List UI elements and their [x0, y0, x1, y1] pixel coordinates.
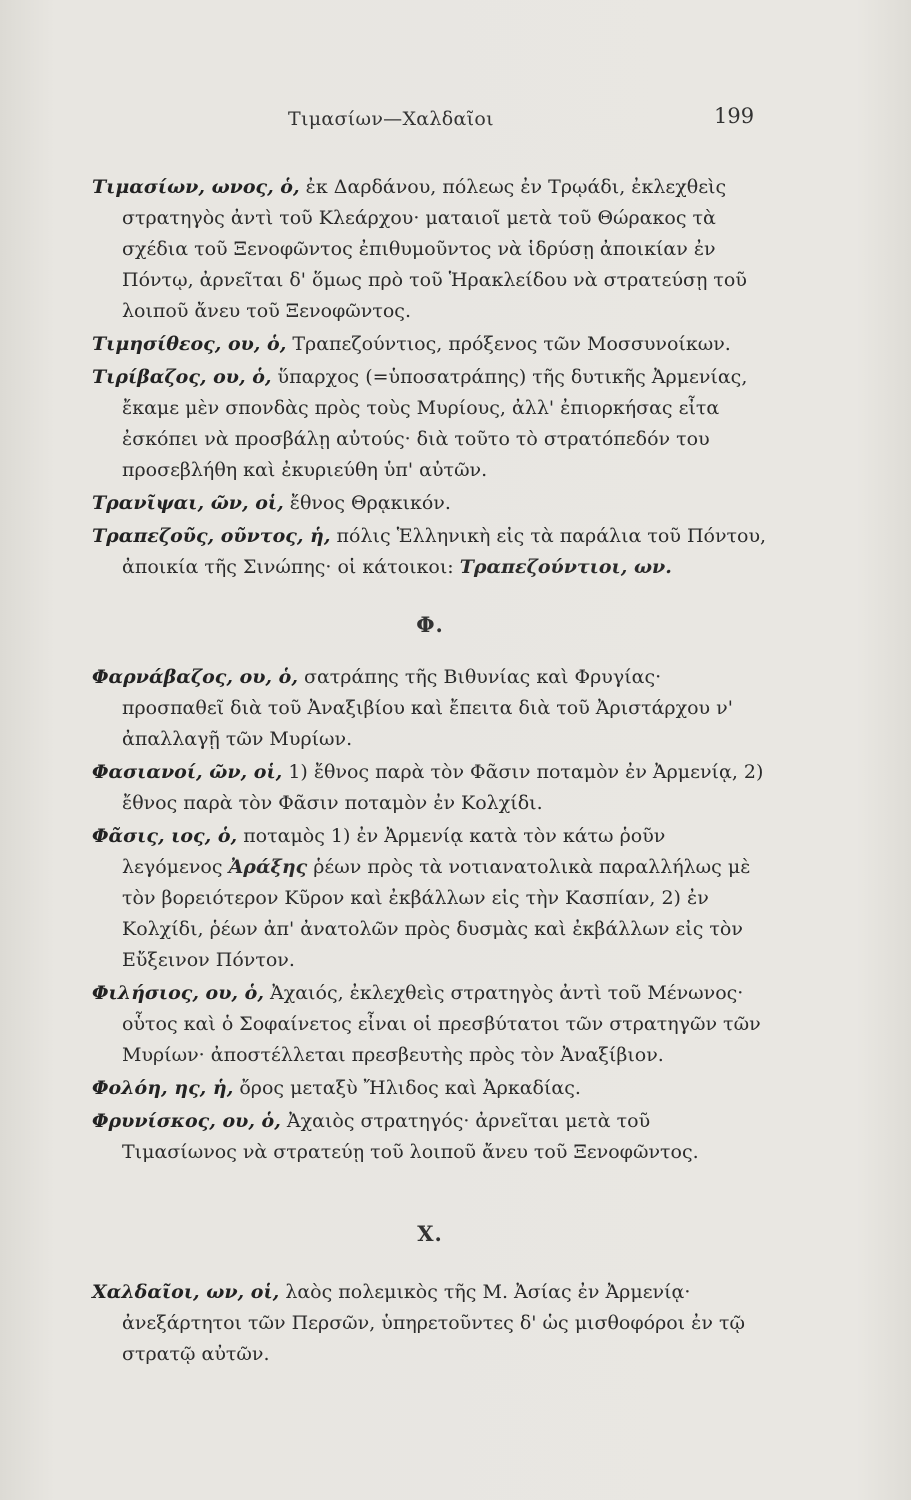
- entry-pholoe: [92, 1073, 768, 1104]
- definition: Τραπεζούντιος, πρόξενος τῶν Μοσσυνοίκων.: [292, 333, 731, 355]
- definition: Ἀχαιὸς στρατηγός· ἀρνεῖται μετὰ τοῦ Τιμασίωνος νὰ στρατεύῃ τοῦ λοιποῦ ἄνευ τοῦ Ξενοφῶντος.: [122, 1110, 699, 1163]
- section-letter-chi: Χ.: [417, 1221, 443, 1246]
- entry-tranipsai: [92, 488, 768, 519]
- page-header: [0, 104, 911, 138]
- glossary-content: [92, 172, 768, 1372]
- inline-term: Ἀράξης: [228, 856, 308, 878]
- entry-phasianoi: [92, 757, 768, 819]
- entry-phasis: [92, 821, 768, 976]
- headword: Φασιανοί, ῶν, οἱ,: [92, 761, 283, 783]
- entry-phryniskos: [92, 1106, 768, 1168]
- headword: Χαλδαῖοι, ων, οἱ,: [92, 1281, 280, 1303]
- definition: ὕπαρχος (=ὑποσατράπης) τῆς δυτικῆς Ἀρμενίας, ἔκαμε μὲν σπονδὰς πρὸς τοὺς Μυρίους, ἀλλ' ἐπιορκήσας εἶτα ἐσκόπει νὰ προσβάλῃ αὐτούς· διὰ τοῦτο τὸ στρατόπεδόν του προσεβλήθη καὶ ἐκυριεύθη ὑπ' αὐτῶν.: [122, 366, 748, 481]
- headword: Φιλήσιος, ου, ὁ,: [92, 982, 264, 1004]
- headword: Φαρνάβαζος, ου, ὁ,: [92, 666, 298, 688]
- page-number: 199: [714, 104, 755, 128]
- headword: Τιμασίων, ωνος, ὁ,: [92, 176, 300, 198]
- running-head: Τιμασίων—Χαλδαῖοι: [288, 108, 494, 130]
- headword: Τρανῖψαι, ῶν, οἱ,: [92, 492, 284, 514]
- definition: ἔθνος Θρᾳκικόν.: [289, 492, 451, 514]
- headword: Τιμησίθεος, ου, ὁ,: [92, 333, 287, 355]
- definition: πόλις Ἑλληνικὴ εἰς τὰ παράλια τοῦ Πόντου, ἀποικία τῆς Σινώπης· οἱ κάτοικοι:: [122, 525, 767, 578]
- entry-trapezous: [92, 521, 768, 583]
- derived-term: Τραπεζούντιοι, ων.: [459, 556, 672, 578]
- entry-philesios: [92, 978, 768, 1071]
- entry-pharnabazos: [92, 662, 768, 755]
- headword: Τραπεζοῦς, οῦντος, ἡ,: [92, 525, 331, 547]
- entry-chaldaioi: [92, 1277, 768, 1370]
- definition: λαὸς πολεμικὸς τῆς Μ. Ἀσίας ἐν Ἀρμενίᾳ· ἀνεξάρτητοι τῶν Περσῶν, ὑπηρετοῦντες δ' ὡς μισθοφόροι ἐν τῷ στρατῷ αὐτῶν.: [122, 1281, 745, 1365]
- entry-timasion: [92, 172, 768, 327]
- headword: Φολόη, ης, ἡ,: [92, 1077, 234, 1099]
- definition: ἐκ Δαρδάνου, πόλεως ἐν Τρῳάδι, ἐκλεχθεὶς στρατηγὸς ἀντὶ τοῦ Κλεάρχου· ματαιοῖ μετὰ τοῦ Θώρακος τὰ σχέδια τοῦ Ξενοφῶντος ἐπιθυμοῦντος νὰ ἱδρύσῃ ἀποικίαν ἐν Πόντῳ, ἀρνεῖται δ' ὅμως πρὸ τοῦ Ἡρακλείδου νὰ στρατεύσῃ τοῦ λοιποῦ ἄνευ τοῦ Ξενοφῶντος.: [122, 176, 747, 322]
- definition-part: ῥέων πρὸς τὰ νοτιανατολικὰ παραλλήλως μὲ τὸν βορειότερον Κῦρον καὶ ἐκβάλλων εἰς τὴν Κασπίαν, 2) ἐν Κολχίδι, ῥέων ἀπ' ἀνατολῶν πρὸς δυσμὰς καὶ ἐκβάλλων εἰς τὸν Εὔξεινον Πόντον.: [122, 856, 751, 971]
- entry-tiribazos: [92, 362, 768, 486]
- definition: ὄρος μεταξὺ Ἤλιδος καὶ Ἀρκαδίας.: [239, 1077, 581, 1099]
- definition: 1) ἔθνος παρὰ τὸν Φᾶσιν ποταμὸν ἐν Ἀρμενίᾳ, 2) ἔθνος παρὰ τὸν Φᾶσιν ποταμὸν ἐν Κολχίδι.: [122, 761, 764, 814]
- headword: Φᾶσις, ιος, ὁ,: [92, 825, 238, 847]
- definition-part: ποταμὸς 1) ἐν Ἀρμενίᾳ κατὰ τὸν κάτω ῥοῦν λεγόμενος: [122, 825, 666, 878]
- definition: Ἀχαιός, ἐκλεχθεὶς στρατηγὸς ἀντὶ τοῦ Μένωνος· οὗτος καὶ ὁ Σοφαίνετος εἶναι οἱ πρεσβύτατοι τῶν στρατηγῶν τῶν Μυρίων· ἀποστέλλεται πρεσβευτὴς πρὸς τὸν Ἀναξίβιον.: [122, 982, 761, 1066]
- entry-timesitheos: [92, 329, 768, 360]
- headword: Φρυνίσκος, ου, ὁ,: [92, 1110, 281, 1132]
- section-letter-phi: Φ.: [416, 612, 444, 637]
- definition: σατράπης τῆς Βιθυνίας καὶ Φρυγίας· προσπαθεῖ διὰ τοῦ Ἀναξιβίου καὶ ἔπειτα διὰ τοῦ Ἀριστάρχου ν' ἀπαλλαγῇ τῶν Μυρίων.: [122, 666, 733, 750]
- headword: Τιρίβαζος, ου, ὁ,: [92, 366, 272, 388]
